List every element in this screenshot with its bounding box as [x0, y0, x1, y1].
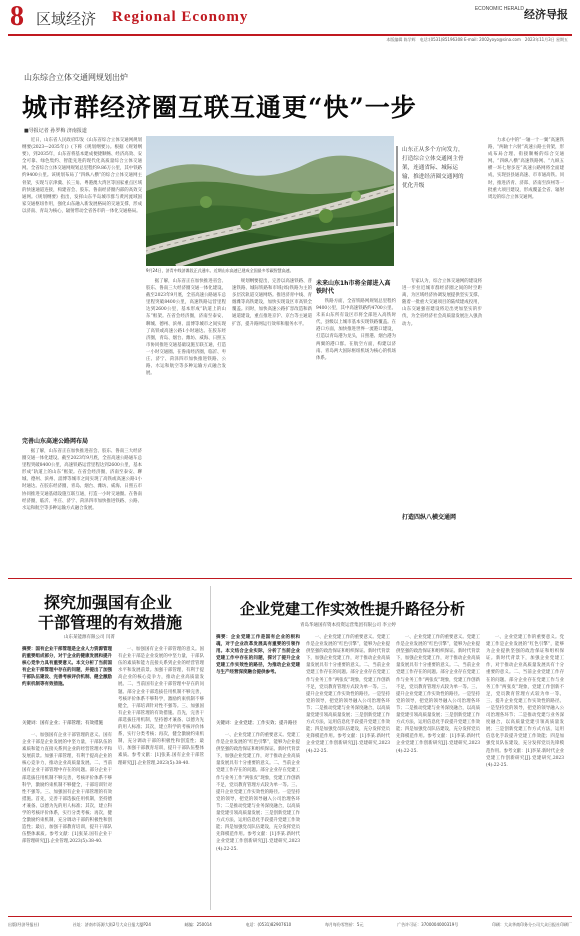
- brand-name-en: ECONOMIC HERALD: [474, 6, 524, 12]
- footer-publisher: 出版(经济导报社): [8, 922, 40, 927]
- landscape-image: [146, 136, 394, 266]
- footer-price: 每月每份零售价：5元: [324, 922, 364, 927]
- article-3-byline: 青岛华通国有资本投资运营集团有限公司 李立婷: [300, 623, 396, 628]
- photo-caption: 9月24日，济青中线济潍段正式通车。近期山东高速已建成全国最多零碳智慧高速。: [146, 268, 294, 273]
- article-2-byline: 山东某能源有限公司 闫菁: [64, 635, 115, 640]
- article-2-headline-line-2: 干部管理的有效措施: [38, 613, 183, 632]
- footer-printer: 印刷：大众华商印务分公司大众日报社印刷厂: [491, 922, 572, 927]
- section-title-en: Regional Economy: [112, 9, 249, 25]
- footer-address: 社址：济南市泺源大街2号大众日报大厦P24: [72, 922, 151, 927]
- lead-column-1: 近日，山东省人民政府印发《山东省综合立体交通网规划纲要(2023—2035年)》(下称《规划纲要》)。根据《规划纲要》，到2035年，山东省将基本建成便捷顺畅、经济高效、安全可靠、绿色集约、智能先进的现代化高质量综合立体交通网。全省综合立体交通网规划总里程约9.86万公里，其中铁路约9400公里。该规划布局了“四纵八横”的综合立体交通网主骨架，实现与京津冀、长三角、粤港澳大湾区等国家重点区域的快速通道连接，构建省会、胶东、鲁南经济圈内部的高效交通网。《规划纲要》指出，发挥山东半岛城市群与黄河流域国家交通枢纽作用，强化山东融入新发展格局的交通支撑，形成以济南、青岛为核心，辐射带动全省各市的一体化交通格局。: [22, 138, 142, 214]
- lead-column-3: 规划纲要提出，完善以高速铁路、普速铁路、城际铁路和市域(郊)铁路为主的多层次轨道交通网络。推进济青中线、青烟潍等高铁建设，加快实现设区市高铁全覆盖。同时，加快高速公路扩容改造和新通道建设，重点推进京沪、京台等主通道扩容，提升路网运行效率和服务水平。: [232, 279, 312, 327]
- article-2-keywords: 关键词：国有企业；干部管理；有效措施: [22, 721, 103, 726]
- footer-license: 广告许可证：3700004000319号: [397, 922, 459, 927]
- article-3-body-4: 一、企业党建工作的重要意义。党建工作是企业发展的“红色引擎”，能够为企业提供坚强的政治保证和组织保证。新时代背景下，加强企业党建工作，对于推动企业高质量发展具有十分重要的意义。二、当前企业党建工作存在的问题。部分企业存在党建工作与业务工作“两张皮”现象，党建工作创新不足，党员教育管理方式较为单一等。三、提升企业党建工作实效性的路径。一是坚持党的领导，把党的领导融入公司治理各环节；二是推动党建与业务深度融合，以高质量党建引领高质量发展；三是创新党建工作方式方法，运用信息化手段提升党建工作效能；四是加强党员队伍建设，充分发挥党员先锋模范作用。参考文献：[1]李某.新时代企业党建工作创新研究[J].党建研究,2023(4):22-25.: [486, 635, 564, 768]
- brand-name: 经济导报: [524, 8, 568, 21]
- section-divider: [8, 578, 572, 579]
- section-title: 区域经济: [36, 10, 97, 28]
- lead-photo: [146, 136, 394, 266]
- subhead-expressway: 完善山东高速公路网布局: [22, 438, 89, 445]
- page-number: 8: [10, 1, 24, 32]
- subhead-high-speed-rail: 未来山东1h市将全部进入高铁时代: [316, 280, 391, 295]
- lead-kicker: 山东综合立体交通网规划出炉: [24, 73, 128, 82]
- article-2-body-2: 一、加强国有企业干部管理的意义。国有企业干部是企业发展的中坚力量，干部队伍的素质和能力直接关系到企业的经营管理水平和发展前景。加强干部管理，有利于提高企业的核心竞争力，推动企业高质量发展。二、当前国有企业干部管理中存在的问题。部分企业干部选拔任用机制不够完善，考核评价体系不够科学，激励约束机制不够健全，干部培训针对性不强等。三、加强国有企业干部管理的有效措施。首先，完善干部选拔任用机制，坚持德才兼备、以德为先的用人标准；其次，建立科学的考核评价体系，实行分类考核；再次，健全激励约束机制，充分调动干部的积极性和创造性；最后，加强干部教育培训，提升干部队伍整体素质。参考文献：[1]张某.国有企业干部管理研究[J].企业管理,2023(5):38-40.: [118, 647, 204, 766]
- footer-postcode: 邮编：250014: [184, 922, 212, 927]
- footer-phone: 电话：(0531)82907610: [245, 922, 292, 927]
- article-2-body-1: 一、加强国有企业干部管理的意义。国有企业干部是企业发展的中坚力量，干部队伍的素质和能力直接关系到企业的经营管理水平和发展前景。加强干部管理，有利于提高企业的核心竞争力，推动企业高质量发展。二、当前国有企业干部管理中存在的问题。部分企业干部选拔任用机制不够完善，考核评价体系不够科学，激励约束机制不够健全，干部培训针对性不强等。三、加强国有企业干部管理的有效措施。首先，完善干部选拔任用机制，坚持德才兼备、以德为先的用人标准；其次，建立科学的考核评价体系，实行分类考核；再次，健全激励约束机制，充分调动干部的积极性和创造性；最后，加强干部教育培训，提升干部队伍整体素质。参考文献：[1]张某.国有企业干部管理研究[J].企业管理,2023(5):38-40.: [22, 733, 112, 845]
- page-meta: 本版编辑 陈学辉 电话:(0531)85196308 E-mail: 2002yoyo@sina.com 2023年11月3日 星期五: [386, 37, 568, 42]
- article-2-headline-line-1: 探究加强国有企业: [44, 593, 173, 612]
- subhead-network: 打造四纵八横交通网: [402, 514, 457, 521]
- masthead-rule: [8, 34, 572, 36]
- column-divider: [210, 586, 211, 910]
- lead-column-6: 力求心中的“一轴一十一翼”高速铁路，“两轴十六射”高速公路主骨架，形成布局合理、衔接顺畅的综合交通网。“四纵八横”高速铁路网、“九纵五横一环七射多连”高速公路网将全面建成，实现县县通高速、市市通高铁。同时，推进济青、济郑、济南至滨州等一批重大项目建设，形成覆盖全省、辐射周边的综合立体交通网。: [488, 138, 564, 200]
- article-3-abstract: 摘要：企业党建工作是国有企业的根和魂，对于企业改革发展具有重要的引领作用。本文结合企业实际，分析了当前企业党建工作中存在的问题，探讨了提升企业党建工作实效性的路径，为推动企业党建与生产经营深度融合提供参考。: [216, 635, 300, 675]
- footer: [8, 918, 572, 932]
- article-3-headline: 企业党建工作实效性提升路径分析: [240, 600, 466, 618]
- footer-rule: [8, 916, 572, 917]
- lead-column-1b: 据了解，山东省正在加快推进省会、胶东、鲁南三大经济圈交通一体化建设。截至2023年9月底，全省高速公路通车总里程突破8400公里，高速铁路运营里程达到2600公里，基本形成“轨道上的山东”框架。在省会经济圈，济南至泰安、聊城、德州、滨州、淄博等城市之间实现了高铁或高速公路1小时通达。在胶东经济圈，青岛、烟台、潍坊、威海、日照五市协同推进交通基础设施互联互通，打造一小时交通圈。在鲁南经济圈，临沂、枣庄、济宁、菏泽四市加快推进铁路、公路、水运和航空等多种运输方式融合发展。: [22, 449, 142, 511]
- article-3-body-3: 一、企业党建工作的重要意义。党建工作是企业发展的“红色引擎”，能够为企业提供坚强的政治保证和组织保证。新时代背景下，加强企业党建工作，对于推动企业高质量发展具有十分重要的意义。二、当前企业党建工作存在的问题。部分企业存在党建工作与业务工作“两张皮”现象，党建工作创新不足，党员教育管理方式较为单一等。三、提升企业党建工作实效性的路径。一是坚持党的领导，把党的领导融入公司治理各环节；二是推动党建与业务深度融合，以高质量党建引领高质量发展；三是创新党建工作方式方法，运用信息化手段提升党建工作效能；四是加强党员队伍建设，充分发挥党员先锋模范作用。参考文献：[1]李某.新时代企业党建工作创新研究[J].党建研究,2023(4):22-25.: [396, 635, 480, 754]
- lead-headline: 城市群经济圈互联互通更“快”一步: [22, 93, 417, 122]
- lead-column-2: 据了解，山东省正在加快推进省会、胶东、鲁南三大经济圈交通一体化建设。截至2023年9月底，全省高速公路通车总里程突破8400公里，高速铁路运营里程达到2600公里，基本形成“轨道上的山东”框架。在省会经济圈，济南至泰安、聊城、德州、滨州、淄博等城市之间实现了高铁或高速公路1小时通达。在胶东经济圈，青岛、烟台、潍坊、威海、日照五市协同推进交通基础设施互联互通，打造一小时交通圈。在鲁南经济圈，临沂、枣庄、济宁、菏泽四市加快推进铁路、公路、水运和航空等多种运输方式融合发展。: [146, 279, 226, 377]
- lead-column-5: 专家认为，综合立体交通网的建设将进一步拉近城市群经济圈之间的时空距离，为区域经济协调发展提供坚实支撑。随着一批重大交通项目的陆续建成投用，山东交通强省建设将迈出更加坚实的步伐，为全省经济社会高质量发展注入强劲动力。: [402, 279, 482, 327]
- article-3-keywords: 关键词：企业党建；工作实效；提升路径: [216, 721, 297, 726]
- article-2-abstract: 摘要：国有企业干部管理是企业人力资源管理的重要组成部分，对于企业的健康发展和提升核心竞争力具有重要意义。本文分析了当前国有企业干部管理中存在的问题，并提出了加强干部队伍建设、完善考核评价机制、健全激励约束机制等有效措施。: [22, 647, 112, 687]
- pull-quote: 山东正从多个方向发力，打造综合立体交通网主骨架，连通省际、城际运输，推进经济圈交通网的优化升级: [402, 147, 464, 189]
- lead-column-4: 铁路方面，全省铁路网规划总里程约9400公里，其中高速铁路约4700公里。未来山东所有设区市将全部进入高铁时代，县级以上城市基本实现铁路覆盖。在港口方面，加快推进世界一流港口建设，打造以青岛港为龙头，日照港、烟台港为两翼的港口群。在航空方面，构建以济南、青岛两大国际枢纽机场为核心的机场体系。: [316, 299, 396, 361]
- masthead: [0, 0, 580, 34]
- article-3-body-1: 一、企业党建工作的重要意义。党建工作是企业发展的“红色引擎”，能够为企业提供坚强的政治保证和组织保证。新时代背景下，加强企业党建工作，对于推动企业高质量发展具有十分重要的意义。二、当前企业党建工作存在的问题。部分企业存在党建工作与业务工作“两张皮”现象，党建工作创新不足，党员教育管理方式较为单一等。三、提升企业党建工作实效性的路径。一是坚持党的领导，把党的领导融入公司治理各环节；二是推动党建与业务深度融合，以高质量党建引领高质量发展；三是创新党建工作方式方法，运用信息化手段提升党建工作效能；四是加强党员队伍建设，充分发挥党员先锋模范作用。参考文献：[1]李某.新时代企业党建工作创新研究[J].党建研究,2023(4):22-25.: [216, 733, 300, 852]
- article-3-body-2: 一、企业党建工作的重要意义。党建工作是企业发展的“红色引擎”，能够为企业提供坚强的政治保证和组织保证。新时代背景下，加强企业党建工作，对于推动企业高质量发展具有十分重要的意义。二、当前企业党建工作存在的问题。部分企业存在党建工作与业务工作“两张皮”现象，党建工作创新不足，党员教育管理方式较为单一等。三、提升企业党建工作实效性的路径。一是坚持党的领导，把党的领导融入公司治理各环节；二是推动党建与业务深度融合，以高质量党建引领高质量发展；三是创新党建工作方式方法，运用信息化手段提升党建工作效能；四是加强党员队伍建设，充分发挥党员先锋模范作用。参考文献：[1]李某.新时代企业党建工作创新研究[J].党建研究,2023(4):22-25.: [306, 635, 390, 754]
- lead-byline: ■导报记者 孙罗梅 济南报道: [24, 128, 87, 134]
- quote-bar: [396, 146, 398, 226]
